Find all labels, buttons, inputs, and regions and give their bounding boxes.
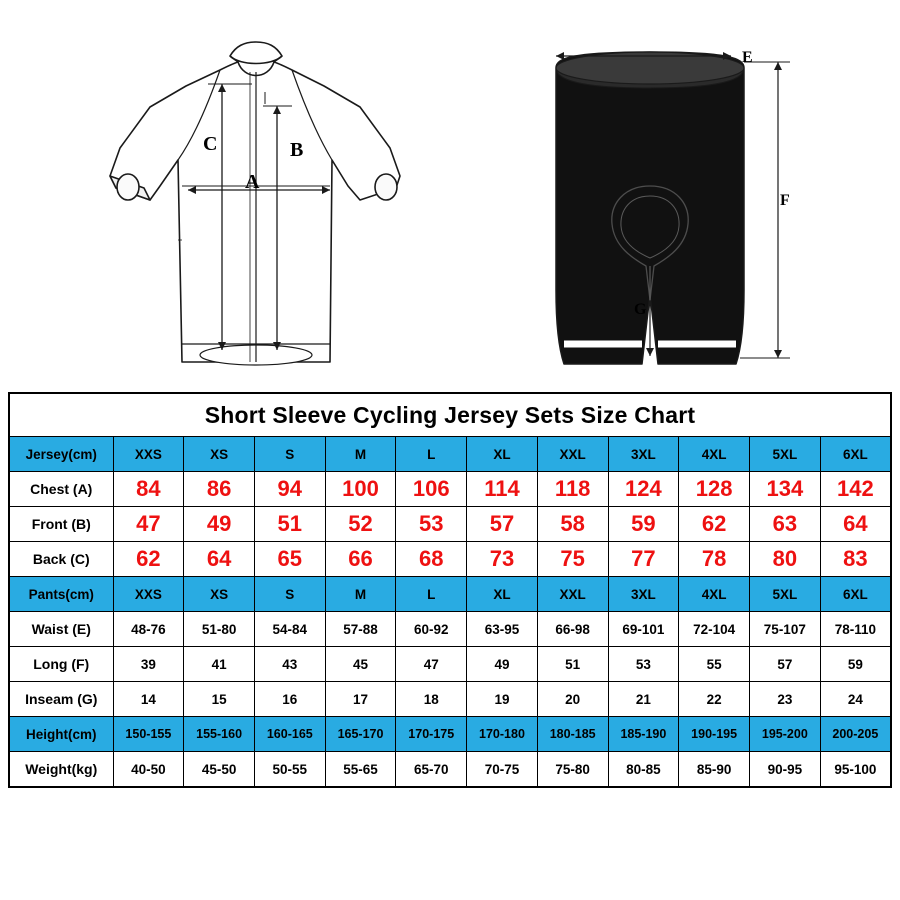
cell-back-xxs: 62 — [113, 542, 184, 577]
size-header-s: S — [254, 437, 325, 472]
cell-back-xxl: 75 — [537, 542, 608, 577]
table-row — [9, 507, 891, 542]
section-header-height: Height(cm) — [9, 717, 113, 752]
cell-front-4xl: 62 — [679, 507, 750, 542]
size-header-4xl: 4XL — [679, 437, 750, 472]
cell-weight-s: 50-55 — [254, 752, 325, 788]
cell-inseam-l: 18 — [396, 682, 467, 717]
cell-long-l: 47 — [396, 647, 467, 682]
cell-back-3xl: 77 — [608, 542, 679, 577]
cell-long-3xl: 53 — [608, 647, 679, 682]
table-row — [9, 717, 891, 752]
cell-height-xs: 155-160 — [184, 717, 255, 752]
pants-size-header-4xl: 4XL — [679, 577, 750, 612]
size-header-6xl: 6XL — [820, 437, 891, 472]
cell-inseam-xxs: 14 — [113, 682, 184, 717]
cell-inseam-xxl: 20 — [537, 682, 608, 717]
table-row — [9, 752, 891, 788]
jersey-label-B: B — [290, 139, 304, 161]
cell-long-m: 45 — [325, 647, 396, 682]
cell-waist-l: 60-92 — [396, 612, 467, 647]
cell-chest-m: 100 — [325, 472, 396, 507]
size-header-l: L — [396, 437, 467, 472]
cell-back-l: 68 — [396, 542, 467, 577]
table-row — [9, 472, 891, 507]
cell-height-4xl: 190-195 — [679, 717, 750, 752]
cell-front-xxs: 47 — [113, 507, 184, 542]
cell-waist-xs: 51-80 — [184, 612, 255, 647]
cell-chest-3xl: 124 — [608, 472, 679, 507]
cell-waist-4xl: 72-104 — [679, 612, 750, 647]
size-chart-table-wrap — [8, 392, 892, 788]
cell-long-xl: 49 — [467, 647, 538, 682]
pants-size-header-m: M — [325, 577, 396, 612]
shorts-label-E: E — [742, 49, 753, 66]
cell-back-xs: 64 — [184, 542, 255, 577]
cell-height-m: 165-170 — [325, 717, 396, 752]
jersey-illustration — [110, 42, 400, 365]
size-header-xl: XL — [467, 437, 538, 472]
size-header-xxs: XXS — [113, 437, 184, 472]
table-row — [9, 682, 891, 717]
cell-front-xs: 49 — [184, 507, 255, 542]
pants-size-header-l: L — [396, 577, 467, 612]
size-header-m: M — [325, 437, 396, 472]
cell-inseam-m: 17 — [325, 682, 396, 717]
table-title-row — [9, 393, 891, 437]
shorts-label-G: G — [634, 301, 647, 318]
pants-size-header-s: S — [254, 577, 325, 612]
cell-chest-xxl: 118 — [537, 472, 608, 507]
cell-weight-m: 55-65 — [325, 752, 396, 788]
cell-waist-5xl: 75-107 — [749, 612, 820, 647]
cell-long-6xl: 59 — [820, 647, 891, 682]
cell-weight-5xl: 90-95 — [749, 752, 820, 788]
cell-inseam-5xl: 23 — [749, 682, 820, 717]
cell-inseam-xl: 19 — [467, 682, 538, 717]
cell-weight-l: 65-70 — [396, 752, 467, 788]
size-header-3xl: 3XL — [608, 437, 679, 472]
cell-chest-4xl: 128 — [679, 472, 750, 507]
pants-size-header-xxs: XXS — [113, 577, 184, 612]
cell-weight-xxs: 40-50 — [113, 752, 184, 788]
row-label-waist: Waist (E) — [9, 612, 113, 647]
cell-long-xs: 41 — [184, 647, 255, 682]
table-row — [9, 542, 891, 577]
cell-inseam-6xl: 24 — [820, 682, 891, 717]
cell-long-4xl: 55 — [679, 647, 750, 682]
cell-front-3xl: 59 — [608, 507, 679, 542]
cell-front-s: 51 — [254, 507, 325, 542]
shorts-label-F: F — [780, 192, 790, 209]
cell-waist-xxl: 66-98 — [537, 612, 608, 647]
size-chart-table — [8, 392, 892, 788]
cell-long-xxs: 39 — [113, 647, 184, 682]
section-header-pants: Pants(cm) — [9, 577, 113, 612]
cell-height-5xl: 195-200 — [749, 717, 820, 752]
cell-inseam-s: 16 — [254, 682, 325, 717]
pants-size-header-5xl: 5XL — [749, 577, 820, 612]
cell-height-xxl: 180-185 — [537, 717, 608, 752]
cell-inseam-xs: 15 — [184, 682, 255, 717]
garment-diagrams — [0, 0, 900, 392]
cell-waist-3xl: 69-101 — [608, 612, 679, 647]
jersey-label-C: C — [203, 133, 218, 155]
cell-height-6xl: 200-205 — [820, 717, 891, 752]
cell-weight-xs: 45-50 — [184, 752, 255, 788]
row-label-inseam: Inseam (G) — [9, 682, 113, 717]
size-header-5xl: 5XL — [749, 437, 820, 472]
pants-size-header-3xl: 3XL — [608, 577, 679, 612]
cell-front-xxl: 58 — [537, 507, 608, 542]
row-label-back: Back (C) — [9, 542, 113, 577]
size-header-xxl: XXL — [537, 437, 608, 472]
pants-size-header-xxl: XXL — [537, 577, 608, 612]
cell-chest-xxs: 84 — [113, 472, 184, 507]
cell-inseam-3xl: 21 — [608, 682, 679, 717]
cell-long-s: 43 — [254, 647, 325, 682]
cell-chest-l: 106 — [396, 472, 467, 507]
cell-front-l: 53 — [396, 507, 467, 542]
page-title: Short Sleeve Cycling Jersey Sets Size Chart — [9, 393, 891, 437]
table-row — [9, 647, 891, 682]
row-label-front: Front (B) — [9, 507, 113, 542]
cell-weight-xl: 70-75 — [467, 752, 538, 788]
cell-chest-xs: 86 — [184, 472, 255, 507]
cell-height-xxs: 150-155 — [113, 717, 184, 752]
cell-weight-6xl: 95-100 — [820, 752, 891, 788]
cell-chest-xl: 114 — [467, 472, 538, 507]
cell-back-xl: 73 — [467, 542, 538, 577]
size-header-xs: XS — [184, 437, 255, 472]
cell-back-m: 66 — [325, 542, 396, 577]
table-row — [9, 577, 891, 612]
section-header-jersey: Jersey(cm) — [9, 437, 113, 472]
table-row — [9, 612, 891, 647]
table-row — [9, 437, 891, 472]
cell-weight-xxl: 75-80 — [537, 752, 608, 788]
cell-waist-xl: 63-95 — [467, 612, 538, 647]
cell-waist-6xl: 78-110 — [820, 612, 891, 647]
cell-front-xl: 57 — [467, 507, 538, 542]
pants-size-header-6xl: 6XL — [820, 577, 891, 612]
cell-weight-3xl: 80-85 — [608, 752, 679, 788]
row-label-weight: Weight(kg) — [9, 752, 113, 788]
row-label-long: Long (F) — [9, 647, 113, 682]
cell-front-5xl: 63 — [749, 507, 820, 542]
cell-height-l: 170-175 — [396, 717, 467, 752]
cell-height-s: 160-165 — [254, 717, 325, 752]
pants-size-header-xs: XS — [184, 577, 255, 612]
cell-waist-s: 54-84 — [254, 612, 325, 647]
cell-front-m: 52 — [325, 507, 396, 542]
cell-inseam-4xl: 22 — [679, 682, 750, 717]
cell-weight-4xl: 85-90 — [679, 752, 750, 788]
cell-waist-xxs: 48-76 — [113, 612, 184, 647]
row-label-chest: Chest (A) — [9, 472, 113, 507]
cell-long-xxl: 51 — [537, 647, 608, 682]
cell-back-6xl: 83 — [820, 542, 891, 577]
cell-back-4xl: 78 — [679, 542, 750, 577]
cell-front-6xl: 64 — [820, 507, 891, 542]
cell-waist-m: 57-88 — [325, 612, 396, 647]
pants-size-header-xl: XL — [467, 577, 538, 612]
cell-chest-5xl: 134 — [749, 472, 820, 507]
cell-chest-s: 94 — [254, 472, 325, 507]
cell-height-xl: 170-180 — [467, 717, 538, 752]
jersey-label-A: A — [245, 171, 260, 193]
cell-back-5xl: 80 — [749, 542, 820, 577]
cell-height-3xl: 185-190 — [608, 717, 679, 752]
cell-back-s: 65 — [254, 542, 325, 577]
cell-chest-6xl: 142 — [820, 472, 891, 507]
cell-long-5xl: 57 — [749, 647, 820, 682]
